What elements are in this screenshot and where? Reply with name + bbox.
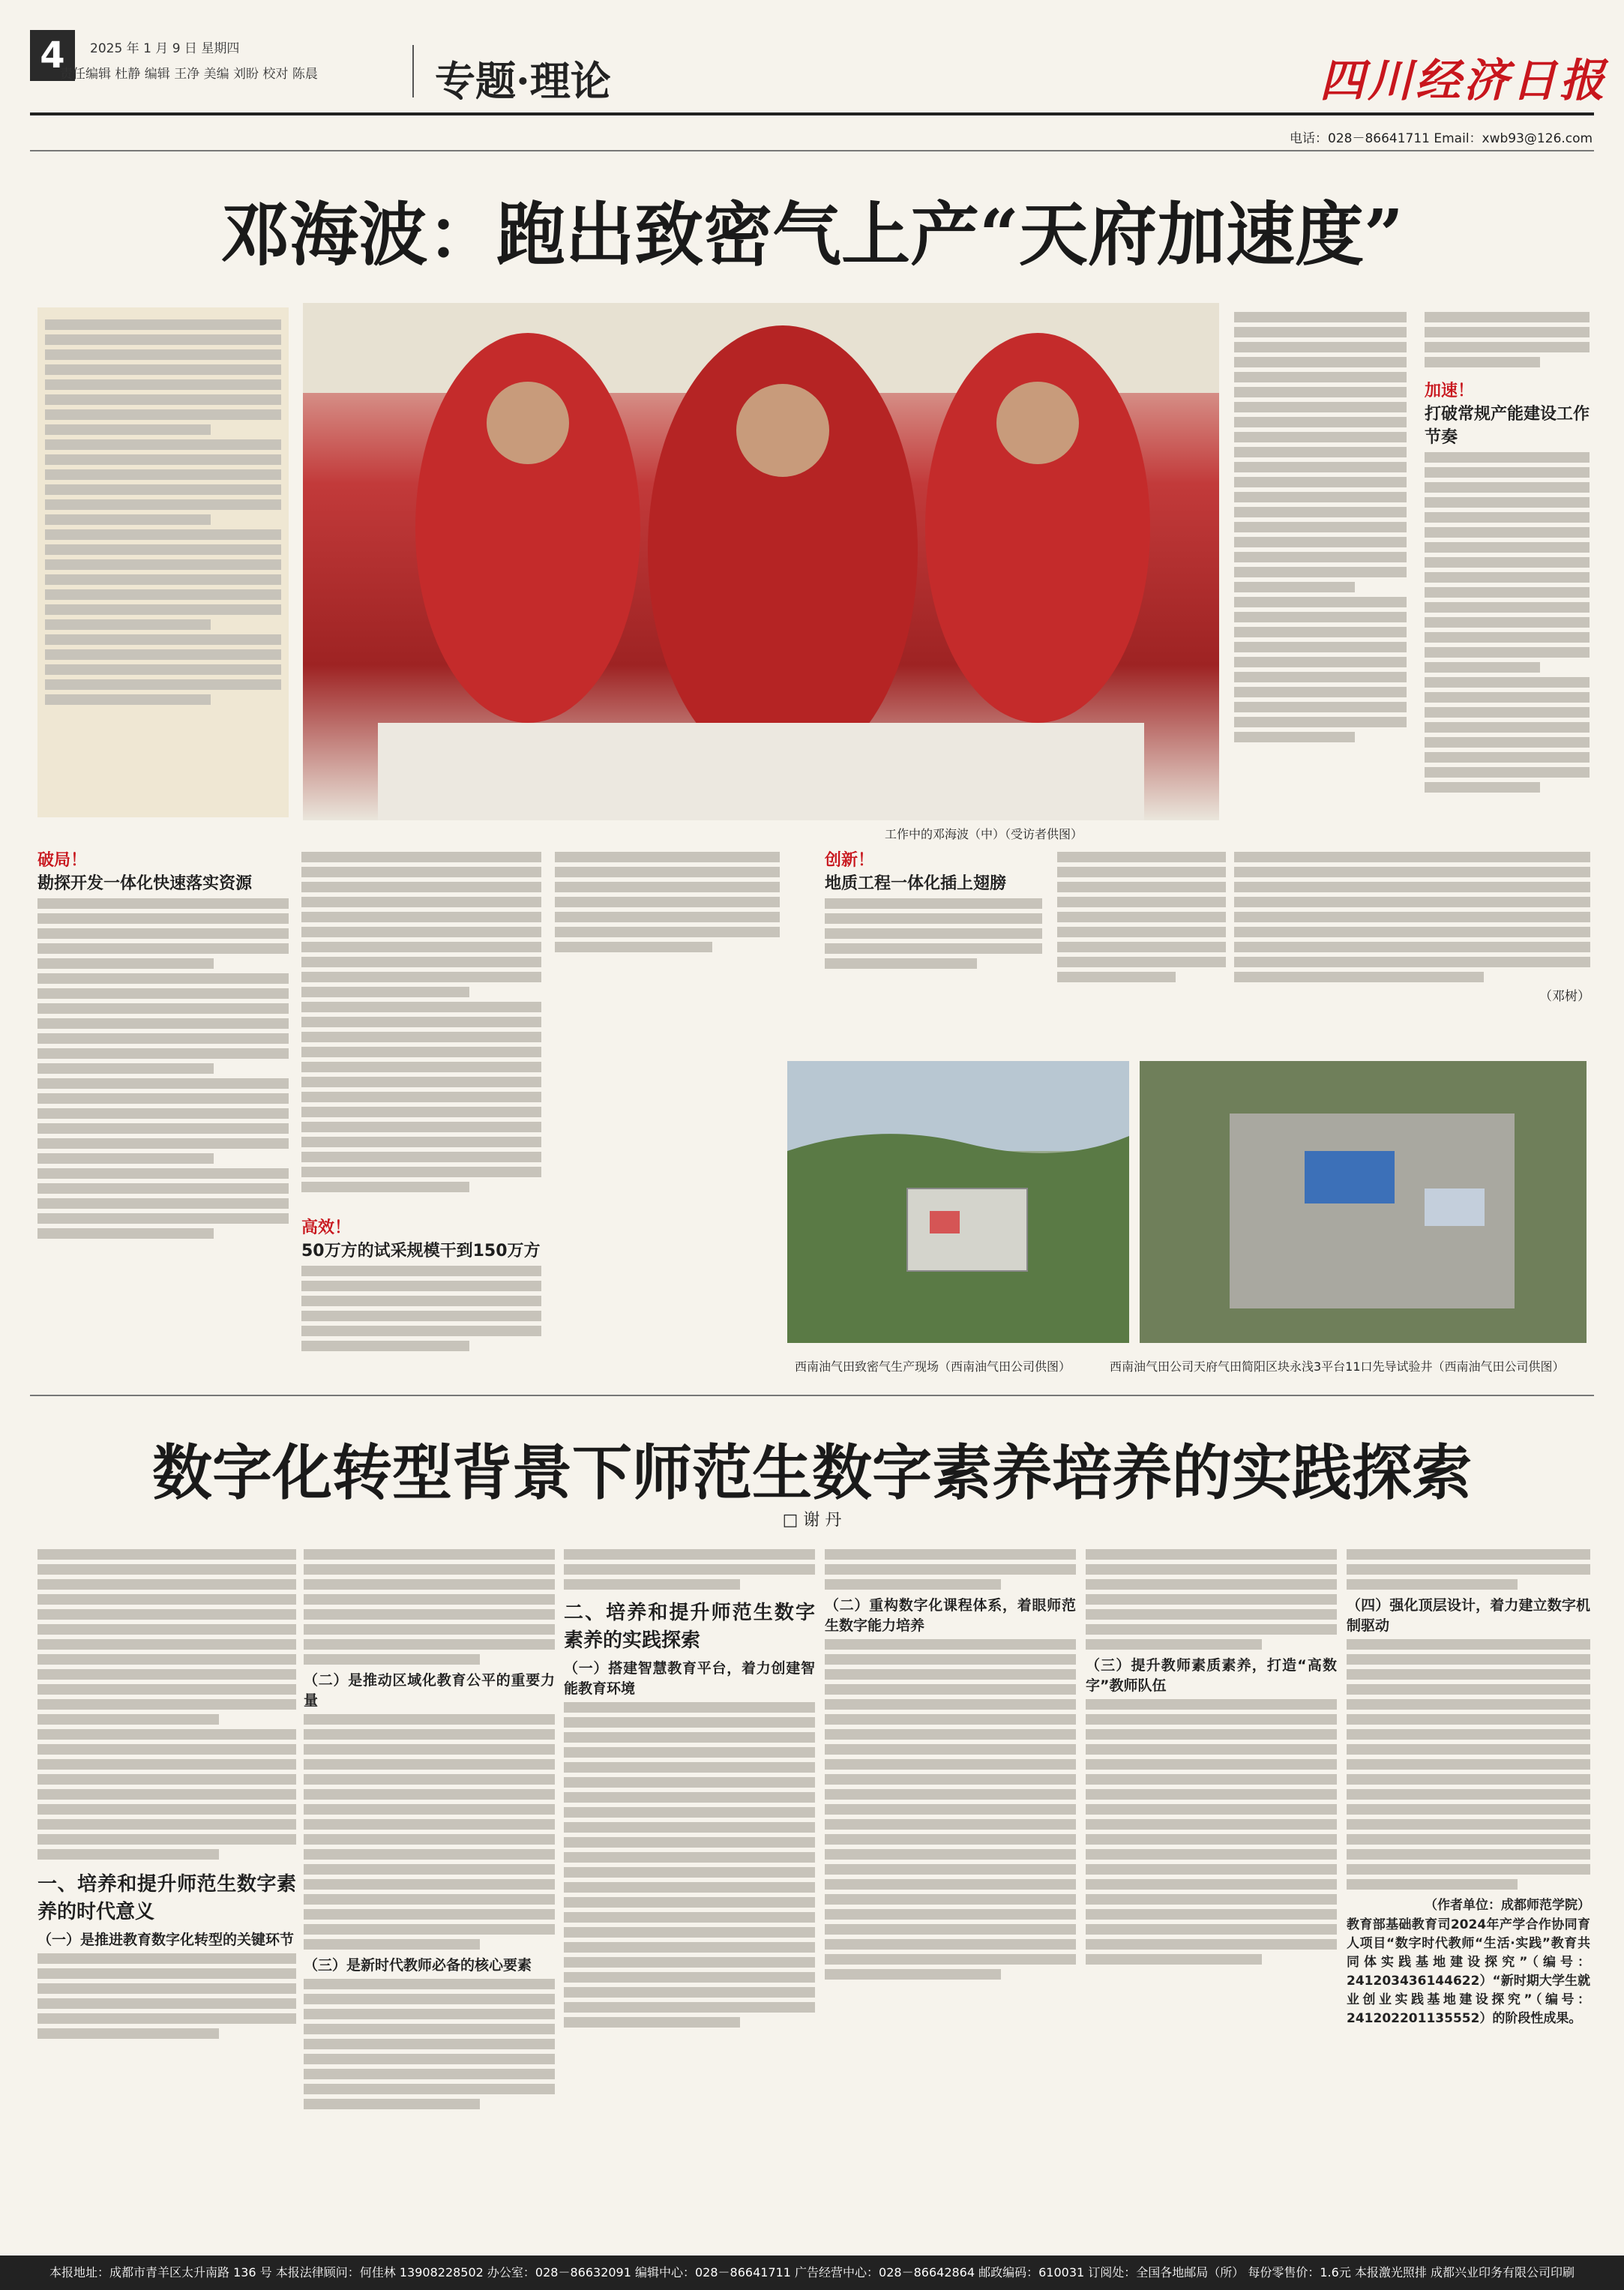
header-rule-bottom <box>30 150 1594 151</box>
article1-author-sign: （邓树） <box>1539 989 1590 1004</box>
section2-kicker: 高效！ <box>301 1218 352 1237</box>
article1-column-5 <box>1234 847 1590 1006</box>
right-photo-caption: 西南油气田公司天府气田简阳区块永浅3平台11口先导试验井（西南油气田公司供图） <box>1110 1359 1565 1374</box>
article2-headline: 数字化转型背景下师范生数字素养培养的实践探索 <box>152 1437 1472 1508</box>
section-title: 专题·理论 <box>435 57 611 105</box>
photo-yongqian3-platform <box>1140 1061 1587 1343</box>
header-divider <box>412 45 414 97</box>
main-photo-caption: 工作中的邓海波（中）（受访者供图） <box>885 827 1083 841</box>
article1-section2-block <box>301 1215 541 1356</box>
article2-byline: □ 谢 丹 <box>782 1511 842 1530</box>
article2-heading1: 一、培养和提升师范生数字素养的时代意义 <box>37 1873 296 1923</box>
left-photo-caption: 西南油气田致密气生产现场（西南油气田公司供图） <box>795 1359 1071 1374</box>
article2-column-2 <box>304 1545 555 2114</box>
section3-kicker: 创新！ <box>825 851 875 870</box>
article1-column-1 <box>37 847 289 1243</box>
contact-line: 电话：028－86641711 Email：xwb93@126.com <box>1290 131 1593 146</box>
photo-gas-production-site <box>787 1061 1129 1343</box>
article2-column-3 <box>564 1545 815 2032</box>
section1-title: 勘探开发一体化快速落实资源 <box>37 874 253 893</box>
article1-section3-block <box>825 847 1042 973</box>
article2-heading2-1: （一）搭建智慧教育平台，着力创建智能教育环境 <box>564 1660 815 1697</box>
issue-date: 2025 年 1 月 9 日 星期四 <box>90 41 240 56</box>
article2-heading1-3: （三）是新时代教师必备的核心要素 <box>304 1957 532 1974</box>
header-rule-top <box>30 112 1594 115</box>
article2-fund-note: 教育部基础教育司2024年产学合作协同育人项目“数字时代教师“生活·实践”教育共同体实践基地建设探究”（编号：241203436144622）“新时期大学生就业创业实践基地建设探究”（编号：241202201135552）的阶段性成果。 <box>1347 1917 1590 2026</box>
newspaper-logo: 四川经济日报 <box>1320 55 1608 107</box>
article2-heading2-4: （四）强化顶层设计，着力建立数字机制驱动 <box>1347 1597 1590 1634</box>
article1-column-3 <box>555 847 780 957</box>
section4-kicker: 加速！ <box>1425 382 1475 400</box>
article2-column-6 <box>1347 1545 1590 2028</box>
footer-bar: 本报地址：成都市青羊区太升南路 136 号 本报法律顾问：何佳林 13908228502 办公室：028－86632091 编辑中心：028－86641711 广告经营中心：028－86642864 邮政编码：610031 订阅处：全国各地邮局（所） 每份零售价：1.6元 本报激光照排 成都兴业印务有限公司印刷 <box>0 2256 1624 2290</box>
article2-heading1-1: （一）是推进教育数字化转型的关键环节 <box>37 1932 295 1948</box>
article1-column-right-1 <box>1234 307 1407 747</box>
article2-heading1-2: （二）是推动区域化教育公平的重要力量 <box>304 1672 555 1709</box>
article2-heading2-2: （二）重构数字化课程体系，着眼师范生数字能力培养 <box>825 1597 1076 1634</box>
article1-headline: 邓海波：跑出致密气上产“天府加速度” <box>220 194 1404 275</box>
article2-column-4 <box>825 1545 1076 1984</box>
article-divider <box>30 1395 1594 1396</box>
photo-deng-haibo-at-work <box>303 303 1219 820</box>
article1-column-4 <box>1057 847 1226 987</box>
article2-heading2-3: （三）提升教师素质素养，打造“高数字”教师队伍 <box>1086 1657 1337 1694</box>
section2-title: 50万方的试采规模干到150万方 <box>301 1242 541 1260</box>
editor-credits: 责任编辑 杜静 编辑 王净 美编 刘盼 校对 陈晨 <box>60 67 318 82</box>
section3-title: 地质工程一体化插上翅膀 <box>825 874 1007 893</box>
article2-column-1 <box>37 1545 296 2043</box>
article1-column-right-2 <box>1425 307 1590 797</box>
article2-heading2: 二、培养和提升师范生数字素养的实践探索 <box>564 1602 815 1652</box>
article1-column-2 <box>301 847 541 1197</box>
section4-title: 打破常规产能建设工作节奏 <box>1425 405 1590 447</box>
article2-author-note: （作者单位：成都师范学院） <box>1425 1898 1590 1913</box>
section1-kicker: 破局！ <box>37 851 88 870</box>
article1-lead-box <box>37 307 289 817</box>
article2-column-5 <box>1086 1545 1337 1969</box>
page-number: 4 <box>30 30 75 81</box>
